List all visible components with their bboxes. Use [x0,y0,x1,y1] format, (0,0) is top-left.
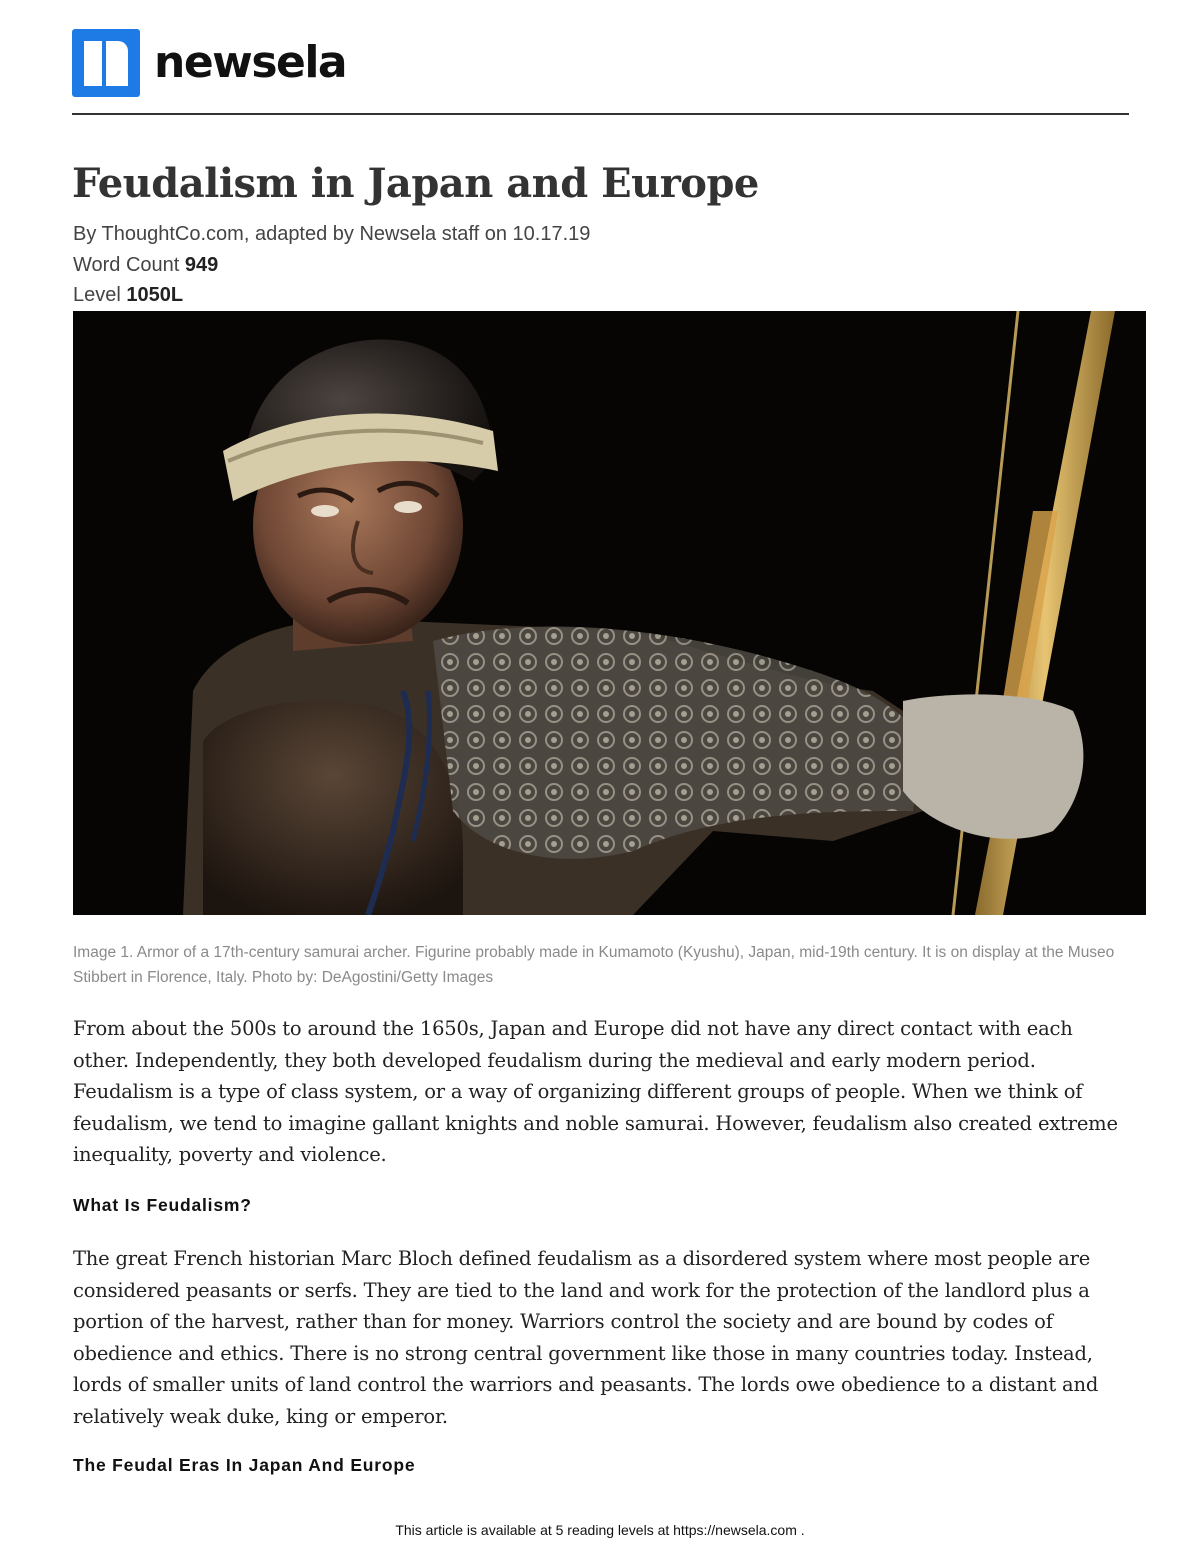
word-count [73,254,218,277]
newsela-logo[interactable] [72,28,346,98]
section-heading-what-is-feudalism: What Is Feudalism? [73,1195,252,1215]
paragraph-definition: The great French historian Marc Bloch defined feudalism as a disordered system where most people are considered peasants or serfs. They are tied to the land and work for the protection of the landlord plus a portion of the harvest, rather than for money. Warriors control the society and are bound by codes of obedience and ethics. There is no strong central government like those in many countries today. Instead, lords of smaller units of land control the warriors and peasants. The lords owe obedience to a distant and relatively weak duke, king or emperor. [73,1247,1099,1428]
word-count-value: 949 [184,254,219,276]
reading-level [73,284,183,307]
newsela-logo-icon [72,29,140,97]
word-count-label: Word Count [73,254,180,276]
image-caption: Image 1. Armor of a 17th-century samurai archer. Figurine probably made in Kumamoto (Kyushu), Japan, mid-19th century. It is on display at the Museo Stibbert in Florence, Italy. Photo by: DeAgostini/Getty Images [73,944,1115,986]
byline: By ThoughtCo.com, adapted by Newsela staff on 10.17.19 [73,223,591,245]
footer-note: This article is available at 5 reading levels at https://newsela.com . [395,1522,805,1538]
level-value: 1050L [126,284,184,306]
article-title: Feudalism in Japan and Europe [72,160,759,207]
brand-name: newsela [154,37,347,88]
level-label: Level [73,284,121,306]
section-heading-feudal-eras: The Feudal Eras In Japan And Europe [73,1455,416,1475]
paragraph-intro: From about the 500s to around the 1650s, Japan and Europe did not have any direct contact with each other. Independently, they both developed feudalism during the medieval and early modern period. Feudalism is a type of class system, or a way of organizing different groups of people. When we think of feudalism, we tend to imagine gallant knights and noble samurai. However, feudalism also created extreme inequality, poverty and violence. [73,1017,1118,1166]
header-divider [72,113,1129,115]
samurai-archer-photo [73,311,1146,915]
